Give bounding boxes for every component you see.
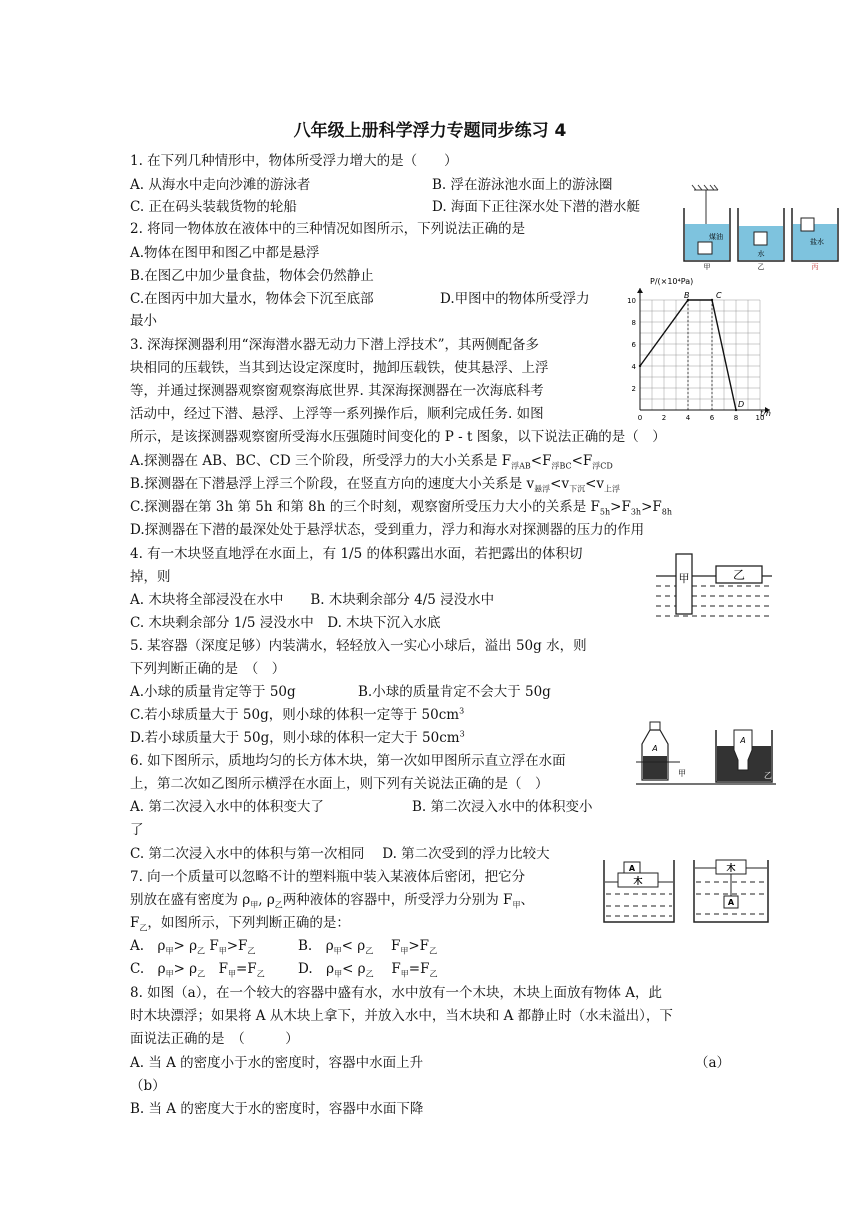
q3-stem-3: 等，并通过探测器观察窗观察海底世界. 其深海探测器在一次海底科考 — [130, 383, 544, 399]
x-tick-label: 10 — [755, 414, 765, 422]
beaker-jia — [684, 208, 730, 270]
label-kerosene: 煤油 — [709, 233, 723, 241]
q8-option-a: A. 当 A 的密度小于水的密度时，容器中水面上升 — [130, 1055, 424, 1071]
svg-text:乙: 乙 — [764, 771, 772, 780]
block-yi-label: 乙 — [732, 568, 746, 582]
q3-pressure-time-chart — [620, 272, 780, 430]
q7-option-c: C. $\rho_甲> \rho_乙$ $F_甲=F_乙$ — [130, 961, 265, 979]
beaker-bing — [792, 208, 838, 270]
svg-text:A: A — [740, 736, 746, 745]
caption-yi: 乙 — [757, 263, 765, 270]
q7-option-b: B. $\rho_甲< \rho_乙$ $F_甲>F_乙$ — [298, 938, 438, 956]
q1-option-a: A. 从海水中走向沙滩的游泳者 — [130, 177, 311, 193]
container-left — [604, 860, 674, 922]
block-jia-label: 甲 — [678, 572, 690, 585]
q3-option-b: B.探测器在下潜悬浮上浮三个阶段，在竖直方向的速度大小关系是 $v_{悬浮}<v_{下沉}<v_{上浮}$ — [130, 476, 621, 494]
y-tick-label: 6 — [631, 341, 636, 349]
point-label-b: B — [684, 291, 690, 300]
x-axis-label: t/h — [760, 409, 771, 418]
q3-option-a: A.探测器在 AB、BC、CD 三个阶段，所受浮力的大小关系是 $F_{浮AB}<F_{浮BC}<F_{浮CD}$ — [130, 453, 613, 471]
label-water: 水 — [757, 250, 765, 258]
q3-option-d: D.探测器在下潜的最深处处于悬浮状态，受到重力，浮力和海水对探测器的压力的作用 — [130, 522, 645, 538]
beaker-yi — [738, 208, 784, 270]
y-tick-label: 4 — [631, 363, 636, 371]
q3-stem-5: 所示，是该探测器观察窗所受海水压强随时间变化的 P - t 图象，以下说法正确的是（ ） — [130, 429, 666, 445]
q2-option-d-cont: 最小 — [130, 313, 157, 329]
svg-text:A: A — [652, 744, 658, 753]
x-tick-label: 2 — [661, 414, 667, 422]
container-right — [694, 860, 768, 922]
q8-stem-3: 面说法正确的是 （ ） — [130, 1031, 299, 1047]
q7-containers-figure — [600, 854, 772, 926]
data-point — [639, 365, 641, 367]
q2-option-d: D.甲图中的物体所受浮力 — [440, 291, 590, 307]
q4-stem-1: 4. 有一木块竖直地浮在水面上，有 1/5 的体积露出水面，若把露出的体积切 — [130, 546, 583, 562]
svg-text:A: A — [727, 898, 735, 907]
q8-figure-label-a: （a） — [695, 1055, 731, 1071]
q5-stem-2: 下列判断正确的是 （ ） — [130, 661, 286, 677]
q2-option-b: B.在图乙中加少量食盐，物体会仍然静止 — [130, 268, 374, 284]
q4-options-cd: C. 木块剩余部分 1/5 浸没水中 D. 木块下沉入水底 — [130, 615, 441, 631]
q6-option-b-cont: 了 — [130, 822, 144, 838]
q1-option-c: C. 正在码头装载货物的轮船 — [130, 199, 297, 215]
q8-option-b: B. 当 A 的密度大于水的密度时，容器中水面下降 — [130, 1101, 424, 1117]
q5-option-b: B.小球的质量肯定不会大于 50g — [358, 684, 551, 700]
chart-axes — [637, 288, 770, 413]
q6-option-b: B. 第二次浸入水中的体积变小 — [412, 799, 593, 815]
q2-stem: 2. 将同一物体放在液体中的三种情况如图所示，下列说法正确的是 — [130, 221, 526, 237]
q5-stem-1: 5. 某容器（深度足够）内装满水，轻轻放入一实心小球后，溢出 50g 水，则 — [130, 638, 587, 654]
caption-jia: 甲 — [703, 263, 711, 270]
y-tick-label: 2 — [631, 385, 636, 393]
q5-option-a: A.小球的质量肯定等于 50g — [130, 684, 296, 700]
svg-text:A: A — [628, 864, 636, 873]
x-tick-label: 6 — [709, 414, 715, 422]
q1-option-d: D. 海面下正往深水处下潜的潜水艇 — [432, 199, 640, 215]
q2-option-a: A.物体在图甲和图乙中都是悬浮 — [130, 245, 320, 261]
q1-stem: 1. 在下列几种情形中，物体所受浮力增大的是（ ） — [130, 153, 458, 169]
q8-stem-2: 时木块漂浮；如果将 A 从木块上拿下，并放入水中，当木块和 A 都静止时（水未溢出），下 — [130, 1008, 673, 1024]
point-label-d: D — [738, 400, 745, 409]
label-brine: 盐水 — [810, 238, 824, 246]
q4-options-ab: A. 木块将全部浸没在水中 B. 木块剩余部分 4/5 浸没水中 — [130, 592, 495, 608]
q7-option-a: A. $\rho_甲> \rho_乙$ $F_甲>F_乙$ — [130, 938, 256, 956]
x-tick-label: 4 — [685, 414, 691, 422]
q5-option-c: C.若小球质量大于 50g，则小球的体积一定等于 $50cm^3$ — [130, 706, 465, 723]
q8-stem-1: 8. 如图（a），在一个较大的容器中盛有水，水中放有一个木块，木块上面放有物体 A，此 — [130, 985, 663, 1001]
q6-bottles-figure — [634, 716, 778, 788]
caption-bing: 丙 — [811, 263, 819, 270]
q6-stem-1: 6. 如下图所示，质地均匀的长方体木块，第一次如甲图所示直立浮在水面 — [130, 753, 566, 769]
q2-option-c: C.在图丙中加大量水，物体会下沉至底部 — [130, 291, 374, 307]
page-title: 八年级上册科学浮力专题同步练习 4 — [293, 121, 567, 141]
q3-stem-1: 3. 深海探测器利用“深海潜水器无动力下潜上浮技术”，其两侧配备多 — [130, 337, 539, 353]
x-tick-label: 0 — [637, 414, 643, 422]
q5-option-d: D.若小球质量大于 50g，则小球的体积一定大于 $50cm^3$ — [130, 729, 465, 746]
q7-stem-1: 7. 向一个质量可以忽略不计的塑料瓶中装入某液体后密闭，把它分 — [130, 869, 526, 885]
q6-option-a: A. 第二次浸入水中的体积变大了 — [130, 799, 324, 815]
q2-beakers-figure — [678, 184, 846, 270]
q4-stem-2: 掉，则 — [130, 569, 171, 585]
y-axis-label: P/(×10⁴Pa) — [650, 277, 694, 286]
q3-option-c: C.探测器在第 3h 第 5h 和第 8h 的三个时刻，观察窗所受压力大小的关系是 $F_{5h}>F_{3h}>F_{8h}$ — [130, 499, 673, 517]
container-yi — [716, 730, 772, 782]
svg-text:木: 木 — [633, 877, 643, 887]
q4-blocks-figure — [654, 548, 774, 620]
q3-stem-2: 块相同的压载铁，当其到达设定深度时，抛卸压载铁，使其悬浮、上浮 — [130, 360, 549, 376]
q6-stem-2: 上，第二次如乙图所示横浮在水面上，则下列有关说法正确的是（ ） — [130, 776, 549, 792]
y-tick-label: 8 — [631, 319, 636, 327]
q6-options-cd: C. 第二次浸入水中的体积与第一次相同 D. 第二次受到的浮力比较大 — [130, 846, 550, 862]
q3-stem-4: 活动中，经过下潜、悬浮、上浮等一系列操作后，顺利完成任务. 如图 — [130, 406, 544, 422]
svg-text:甲: 甲 — [678, 769, 686, 778]
q1-option-b: B. 浮在游泳池水面上的游泳圈 — [432, 177, 613, 193]
chart-grid — [640, 300, 760, 410]
q7-stem-2: 别放在盛有密度为 $\rho_甲$, $\rho_乙$两种液体的容器中，所受浮力分别为 $F_甲$、 — [130, 892, 534, 910]
q7-stem-3: $F_乙$，如图所示，下列判断正确的是： — [130, 915, 350, 933]
water-dashes — [656, 586, 772, 616]
q8-figure-label-b: （b） — [130, 1078, 166, 1094]
point-label-c: C — [716, 291, 722, 300]
x-tick-label: 8 — [733, 414, 739, 422]
bottle-jia — [636, 722, 686, 780]
svg-text:木: 木 — [726, 864, 736, 874]
y-axis-arrow — [637, 288, 643, 293]
y-tick-label: 10 — [627, 297, 636, 305]
data-point — [735, 409, 737, 411]
q7-option-d: D. $\rho_甲< \rho_乙$ $F_甲=F_乙$ — [298, 961, 438, 979]
